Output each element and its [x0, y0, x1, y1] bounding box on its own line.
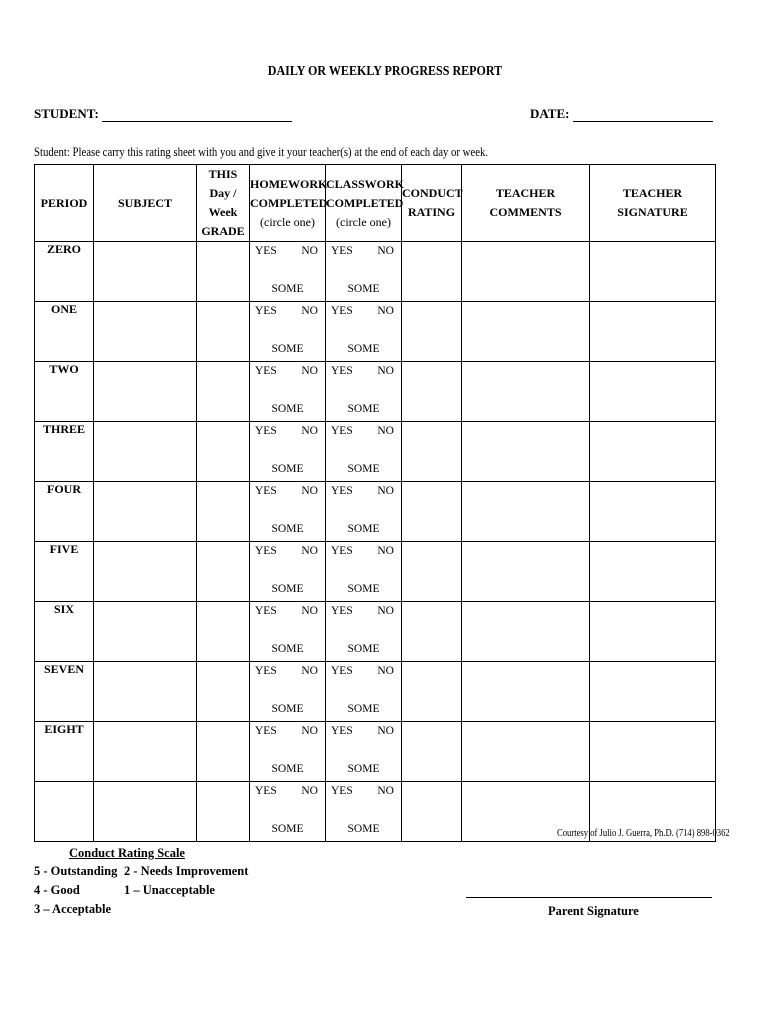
header-grade-line: GRADE [201, 224, 245, 238]
no-option[interactable]: NO [301, 485, 318, 497]
grade-cell[interactable] [197, 242, 250, 302]
some-option[interactable]: SOME [347, 403, 380, 415]
header-period: PERIOD [35, 165, 94, 242]
conduct-rating-cell[interactable] [402, 542, 462, 602]
yes-option[interactable]: YES [331, 545, 353, 557]
subject-cell[interactable] [94, 242, 197, 302]
yes-option[interactable]: YES [331, 245, 353, 257]
some-option[interactable]: SOME [347, 463, 380, 475]
yes-option[interactable]: YES [255, 245, 277, 257]
no-option[interactable]: NO [377, 365, 394, 377]
table-row [35, 542, 716, 602]
period-cell: ONE [35, 302, 94, 362]
teacher-comments-cell[interactable] [462, 722, 590, 782]
some-option[interactable]: SOME [347, 703, 380, 715]
conduct-scale-item: 1 – Unacceptable [124, 883, 215, 897]
teacher-signature-cell[interactable] [590, 602, 716, 662]
homework-cell [250, 542, 326, 602]
period-cell: SIX [35, 602, 94, 662]
yes-option[interactable]: YES [331, 665, 353, 677]
subject-cell[interactable] [94, 482, 197, 542]
grade-cell[interactable] [197, 782, 250, 842]
period-cell: FOUR [35, 482, 94, 542]
some-option[interactable]: SOME [347, 643, 380, 655]
some-option[interactable]: SOME [347, 343, 380, 355]
grade-cell[interactable] [197, 602, 250, 662]
some-option[interactable]: SOME [271, 523, 304, 535]
no-option[interactable]: NO [301, 365, 318, 377]
homework-cell [250, 302, 326, 362]
table-row [35, 302, 716, 362]
subject-cell[interactable] [94, 362, 197, 422]
header-conduct [402, 165, 462, 242]
teacher-signature-cell[interactable] [590, 362, 716, 422]
conduct-rating-cell[interactable] [402, 242, 462, 302]
period-cell: SEVEN [35, 662, 94, 722]
subject-cell[interactable] [94, 662, 197, 722]
yes-option[interactable]: YES [331, 605, 353, 617]
no-option[interactable]: NO [301, 785, 318, 797]
page-title: DAILY OR WEEKLY PROGRESS REPORT [267, 64, 503, 79]
conduct-rating-cell[interactable] [402, 302, 462, 362]
period-cell: FIVE [35, 542, 94, 602]
subject-cell[interactable] [94, 722, 197, 782]
some-option[interactable]: SOME [271, 823, 304, 835]
date-blank[interactable] [573, 109, 713, 122]
no-option[interactable]: NO [377, 785, 394, 797]
table-row [35, 662, 716, 722]
header-conduct-line: RATING [407, 205, 456, 219]
some-option[interactable]: SOME [347, 583, 380, 595]
grade-cell[interactable] [197, 662, 250, 722]
yes-option[interactable]: YES [331, 365, 353, 377]
conduct-scale-item: 5 - Outstanding [34, 864, 118, 878]
parent-signature-label: Parent Signature [548, 904, 639, 918]
table-row [35, 602, 716, 662]
teacher-comments-cell[interactable] [462, 242, 590, 302]
homework-cell [250, 602, 326, 662]
some-option[interactable]: SOME [347, 523, 380, 535]
table-row [35, 362, 716, 422]
teacher-signature-cell[interactable] [590, 662, 716, 722]
header-comments-line: TEACHER [495, 186, 556, 200]
yes-option[interactable]: YES [255, 305, 277, 317]
table-row [35, 722, 716, 782]
conduct-scale-item: 2 - Needs Improvement [124, 864, 249, 878]
homework-cell [250, 362, 326, 422]
yes-option[interactable]: YES [331, 725, 353, 737]
no-option[interactable]: NO [301, 245, 318, 257]
yes-option[interactable]: YES [255, 665, 277, 677]
conduct-rating-cell[interactable] [402, 602, 462, 662]
header-signature-line: SIGNATURE [617, 205, 688, 219]
grade-cell[interactable] [197, 482, 250, 542]
classwork-cell [326, 602, 402, 662]
classwork-cell [326, 542, 402, 602]
no-option[interactable]: NO [377, 545, 394, 557]
grade-cell[interactable] [197, 722, 250, 782]
no-option[interactable]: NO [377, 305, 394, 317]
yes-option[interactable]: YES [255, 785, 277, 797]
no-option[interactable]: NO [301, 665, 318, 677]
header-homework [250, 165, 326, 242]
yes-option[interactable]: YES [255, 365, 277, 377]
header-grade [197, 165, 250, 242]
header-signature [590, 165, 716, 242]
period-cell [35, 782, 94, 842]
no-option[interactable]: NO [377, 485, 394, 497]
teacher-comments-cell[interactable] [462, 542, 590, 602]
homework-cell [250, 662, 326, 722]
some-option[interactable]: SOME [271, 403, 304, 415]
conduct-scale-title: Conduct Rating Scale [69, 846, 185, 860]
teacher-comments-cell[interactable] [462, 482, 590, 542]
student-blank[interactable] [102, 109, 292, 122]
table-row [35, 422, 716, 482]
classwork-cell [326, 722, 402, 782]
no-option[interactable]: NO [301, 725, 318, 737]
conduct-rating-cell[interactable] [402, 482, 462, 542]
period-cell: EIGHT [35, 722, 94, 782]
parent-signature-line[interactable] [466, 897, 712, 898]
some-option[interactable]: SOME [271, 463, 304, 475]
header-classwork-line: CLASSWORK [326, 176, 405, 191]
yes-option[interactable]: YES [255, 425, 277, 437]
period-cell: THREE [35, 422, 94, 482]
student-label: STUDENT: [34, 106, 99, 121]
period-cell: TWO [35, 362, 94, 422]
grade-cell[interactable] [197, 542, 250, 602]
some-option[interactable]: SOME [271, 283, 304, 295]
teacher-signature-cell[interactable] [590, 482, 716, 542]
header-conduct-line: CONDUCT [402, 186, 463, 200]
no-option[interactable]: NO [301, 305, 318, 317]
some-option[interactable]: SOME [347, 283, 380, 295]
teacher-comments-cell[interactable] [462, 302, 590, 362]
conduct-rating-cell[interactable] [402, 422, 462, 482]
some-option[interactable]: SOME [271, 643, 304, 655]
conduct-rating-cell[interactable] [402, 782, 462, 842]
some-option[interactable]: SOME [271, 703, 304, 715]
teacher-signature-cell[interactable] [590, 242, 716, 302]
homework-cell [250, 782, 326, 842]
teacher-signature-cell[interactable] [590, 302, 716, 362]
conduct-rating-cell[interactable] [402, 722, 462, 782]
no-option[interactable]: NO [377, 665, 394, 677]
some-option[interactable]: SOME [347, 763, 380, 775]
conduct-rating-cell[interactable] [402, 362, 462, 422]
teacher-comments-cell[interactable] [462, 602, 590, 662]
header-signature-line: TEACHER [622, 186, 683, 200]
some-option[interactable]: SOME [271, 583, 304, 595]
classwork-cell [326, 362, 402, 422]
yes-option[interactable]: YES [331, 485, 353, 497]
header-row [35, 165, 716, 242]
subject-cell[interactable] [94, 422, 197, 482]
header-classwork-note: (circle one) [336, 214, 391, 229]
yes-option[interactable]: YES [331, 305, 353, 317]
table-row [35, 482, 716, 542]
classwork-cell [326, 422, 402, 482]
homework-cell [250, 422, 326, 482]
subject-cell[interactable] [94, 782, 197, 842]
teacher-signature-cell[interactable] [590, 542, 716, 602]
no-option[interactable]: NO [377, 245, 394, 257]
no-option[interactable]: NO [301, 605, 318, 617]
teacher-comments-cell[interactable] [462, 362, 590, 422]
header-subject: SUBJECT [94, 165, 197, 242]
period-cell: ZERO [35, 242, 94, 302]
classwork-cell [326, 482, 402, 542]
classwork-cell [326, 302, 402, 362]
date-field [530, 106, 713, 122]
grade-cell[interactable] [197, 362, 250, 422]
grade-cell[interactable] [197, 422, 250, 482]
no-option[interactable]: NO [377, 605, 394, 617]
some-option[interactable]: SOME [271, 763, 304, 775]
yes-option[interactable]: YES [255, 545, 277, 557]
student-field [34, 106, 292, 122]
teacher-signature-cell[interactable] [590, 722, 716, 782]
courtesy-note: Courtesy of Julio J. Guerra, Ph.D. (714) 898-0362 [557, 828, 730, 839]
instructions: Student: Please carry this rating sheet with you and give it your teacher(s) at the end of each day or week. [34, 145, 489, 159]
subject-cell[interactable] [94, 302, 197, 362]
some-option[interactable]: SOME [347, 823, 380, 835]
no-option[interactable]: NO [301, 425, 318, 437]
header-classwork [326, 165, 405, 242]
table-body [35, 242, 716, 842]
conduct-rating-cell[interactable] [402, 662, 462, 722]
teacher-comments-cell[interactable] [462, 662, 590, 722]
yes-option[interactable]: YES [255, 725, 277, 737]
no-option[interactable]: NO [301, 545, 318, 557]
header-grade-line: Day / Week [208, 186, 238, 219]
table-row [35, 242, 716, 302]
homework-cell [250, 722, 326, 782]
subject-cell[interactable] [94, 542, 197, 602]
header-classwork-line: COMPLETED [326, 195, 404, 210]
yes-option[interactable]: YES [331, 425, 353, 437]
grade-cell[interactable] [197, 302, 250, 362]
header-comments-line: COMMENTS [489, 205, 562, 219]
subject-cell[interactable] [94, 602, 197, 662]
yes-option[interactable]: YES [255, 605, 277, 617]
conduct-scale-item: 4 - Good [34, 883, 80, 897]
yes-option[interactable]: YES [331, 785, 353, 797]
classwork-cell [326, 662, 402, 722]
header-comments [462, 165, 590, 242]
date-label: DATE: [530, 106, 570, 121]
some-option[interactable]: SOME [271, 343, 304, 355]
conduct-scale-item: 3 – Acceptable [34, 902, 112, 916]
teacher-comments-cell[interactable] [462, 422, 590, 482]
homework-cell [250, 242, 326, 302]
classwork-cell [326, 782, 402, 842]
classwork-cell [326, 242, 402, 302]
no-option[interactable]: NO [377, 725, 394, 737]
progress-table [34, 164, 716, 842]
header-homework-line: HOMEWORK [250, 176, 328, 191]
homework-cell [250, 482, 326, 542]
teacher-signature-cell[interactable] [590, 422, 716, 482]
yes-option[interactable]: YES [255, 485, 277, 497]
header-grade-line: THIS [208, 167, 238, 181]
header-homework-note: (circle one) [260, 214, 315, 229]
header-homework-line: COMPLETED [250, 195, 328, 210]
no-option[interactable]: NO [377, 425, 394, 437]
